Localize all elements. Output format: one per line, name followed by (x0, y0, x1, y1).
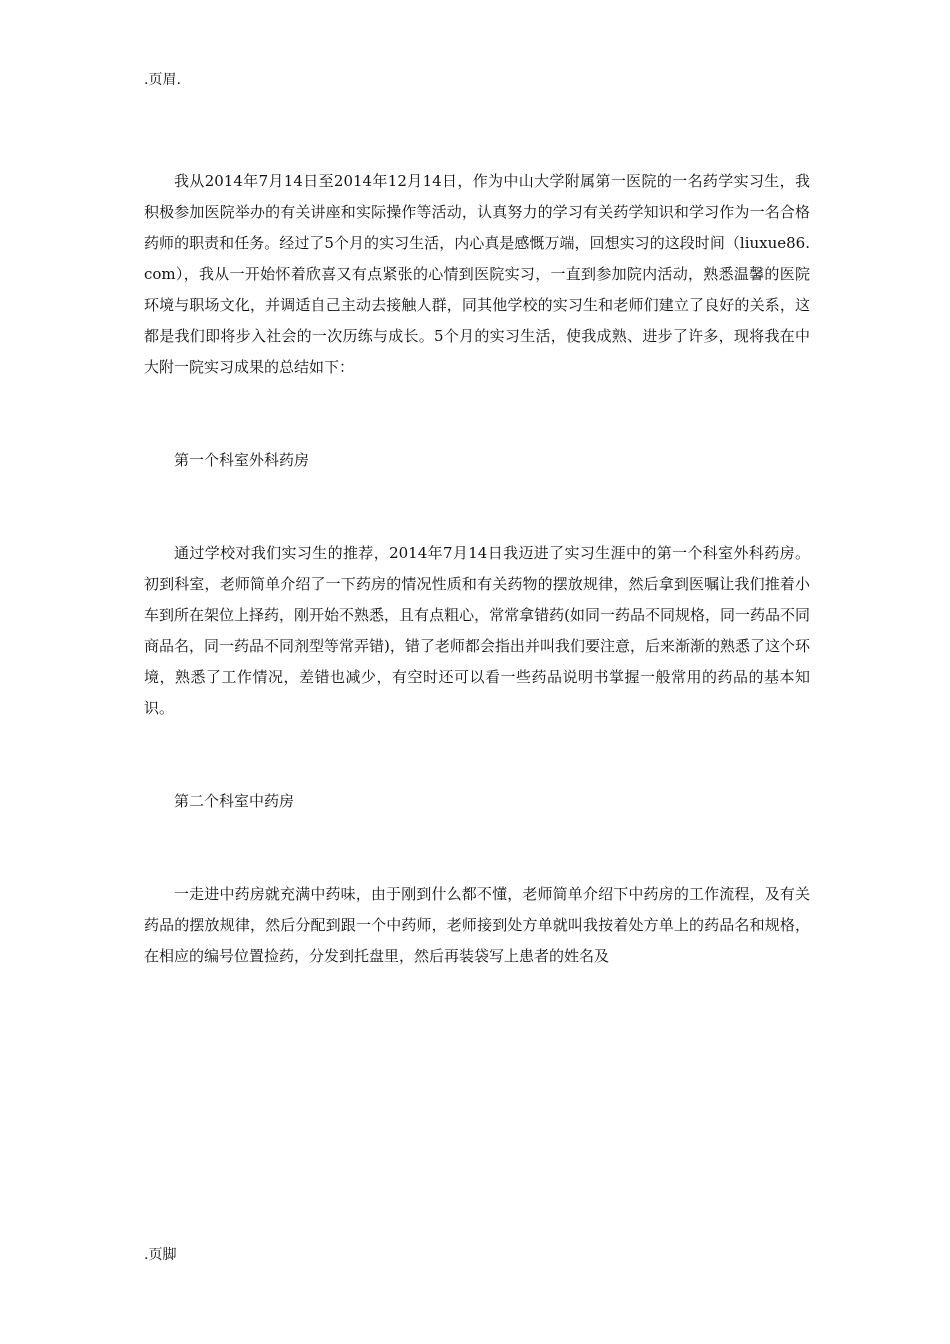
section-heading-surgery-pharmacy: 第一个科室外科药房 (174, 451, 310, 469)
page-header: .页眉. (144, 72, 181, 88)
section-gap (144, 383, 810, 445)
document-body (144, 166, 810, 972)
section-heading-tcm-pharmacy: 第二个科室中药房 (174, 792, 295, 810)
section-gap (144, 724, 810, 786)
tcm-pharmacy-paragraph: 一走进中药房就充满中药味，由于刚到什么都不懂，老师简单介绍下中药房的工作流程，及有关药品的摆放规律，然后分配到跟一个中药师，老师接到处方单就叫我按着处方单上的药品名和规格，在相应的编号位置捡药，分发到托盘里，然后再装袋写上患者的姓名及 (144, 885, 810, 965)
intro-paragraph: 我从2014年7月14日至2014年12月14日，作为中山大学附属第一医院的一名药学实习生，我积极参加医院举办的有关讲座和实际操作等活动，认真努力的学习有关药学知识和学习作为一名合格药师的职责和任务。经过了5个月的实习生活，内心真是感慨万端，回想实习的这段时间（liuxue86.com），我从一开始怀着欣喜又有点紧张的心情到医院实习，一直到参加院内活动，熟悉温馨的医院环境与职场文化，并调适自己主动去接触人群，同其他学校的实习生和老师们建立了良好的关系，这都是我们即将步入社会的一次历练与成长。5个月的实习生活，使我成熟、进步了许多，现将我在中大附一院实习成果的总结如下： (144, 172, 810, 376)
surgery-pharmacy-paragraph: 通过学校对我们实习生的推荐，2014年7月14日我迈进了实习生涯中的第一个科室外科药房。初到科室，老师简单介绍了一下药房的情况性质和有关药物的摆放规律，然后拿到医嘱让我们推着小车到所在架位上择药，刚开始不熟悉，且有点粗心，常常拿错药(如同一药品不同规格，同一药品不同商品名，同一药品不同剂型等常弄错)，错了老师都会指出并叫我们要注意，后来渐渐的熟悉了这个环境，熟悉了工作情况，差错也减少，有空时还可以看一些药品说明书掌握一般常用的药品的基本知识。 (144, 544, 810, 717)
page-footer: .页脚 (144, 1247, 177, 1263)
section-gap (144, 476, 810, 538)
section-gap (144, 817, 810, 879)
